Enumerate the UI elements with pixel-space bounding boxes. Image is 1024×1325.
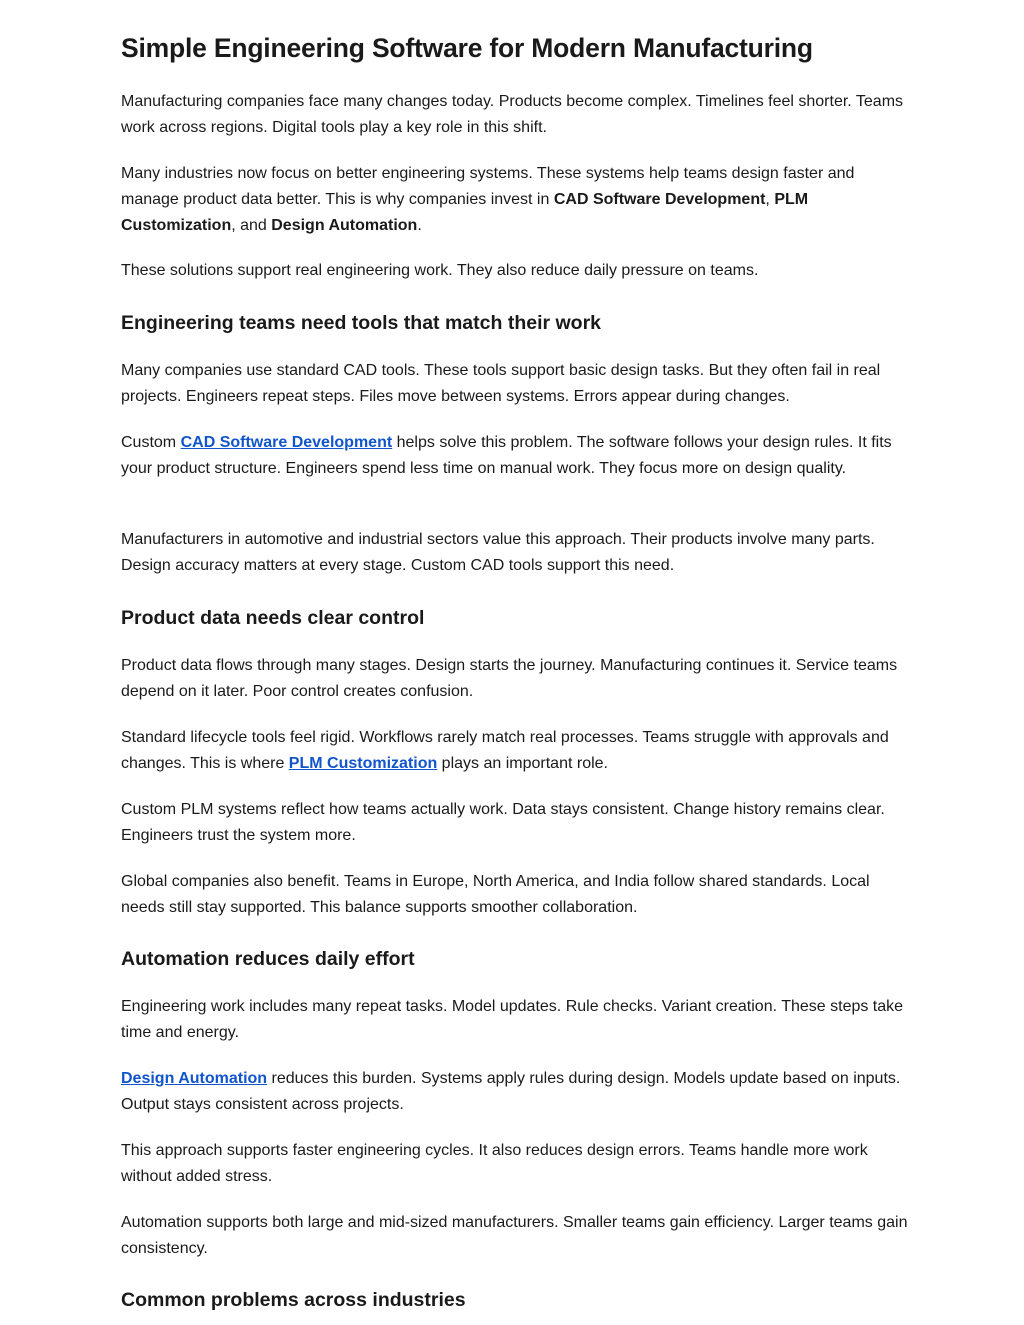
- bold-cad-software-development: CAD Software Development: [553, 191, 766, 208]
- section1-paragraph-3: Manufacturers in automotive and industrial sectors value this approach. Their products involve many parts. Design accuracy matters at every stage. Custom CAD tools support this need.: [121, 531, 875, 574]
- cad-software-development-link[interactable]: CAD Software Development: [180, 434, 393, 451]
- section-heading-automation: Automation reduces daily effort: [121, 948, 415, 970]
- section2-paragraph-2-start: Standard lifecycle tools feel rigid. Workflows rarely match real processes. Teams struggle with approvals and changes. This is where: [121, 729, 889, 772]
- intro-paragraph-2: [121, 161, 911, 239]
- section-heading-common-problems: Common problems across industries: [121, 1289, 466, 1311]
- section2-paragraph-4: Global companies also benefit. Teams in Europe, North America, and India follow shared standards. Local needs still stay supported. This balance supports smoother collaboration.: [121, 873, 870, 916]
- intro-separator-1: ,: [765, 191, 775, 208]
- section2-paragraph-3: Custom PLM systems reflect how teams actually work. Data stays consistent. Change history remains clear. Engineers trust the system more.: [121, 801, 885, 844]
- intro-paragraph-2-text: Many industries now focus on better engineering systems. These systems help teams design faster and manage product data better. This is why companies invest in: [121, 165, 855, 208]
- bold-design-automation: Design Automation: [271, 217, 418, 234]
- design-automation-link[interactable]: Design Automation: [121, 1070, 268, 1087]
- intro-paragraph-2-end: .: [417, 217, 422, 234]
- section-heading-product-data: Product data needs clear control: [121, 607, 425, 629]
- section3-paragraph-4: Automation supports both large and mid-sized manufacturers. Smaller teams gain efficiency. Larger teams gain consistency.: [121, 1214, 908, 1257]
- section2-paragraph-2-end: plays an important role.: [437, 755, 608, 772]
- intro-paragraph-3: These solutions support real engineering work. They also reduce daily pressure on teams.: [121, 262, 759, 279]
- section1-paragraph-2: [121, 430, 911, 482]
- section1-paragraph-2-end: helps solve this problem. The software follows your design rules. It fits your product structure. Engineers spend less time on manual work. They focus more on design quality.: [121, 434, 892, 477]
- section3-paragraph-3: This approach supports faster engineering cycles. It also reduces design errors. Teams handle more work without added stress.: [121, 1142, 868, 1185]
- bold-plm-customization: PLM Customization: [121, 191, 809, 234]
- section3-paragraph-1: Engineering work includes many repeat tasks. Model updates. Rule checks. Variant creation. These steps take time and energy.: [121, 998, 904, 1041]
- section2-paragraph-2: [121, 725, 911, 777]
- section1-paragraph-2-start: Custom: [121, 434, 181, 451]
- intro-separator-2: , and: [231, 217, 272, 234]
- section2-paragraph-1: Product data flows through many stages. Design starts the journey. Manufacturing continues it. Service teams depend on it later. Poor control creates confusion.: [121, 657, 898, 700]
- section1-paragraph-1: Many companies use standard CAD tools. These tools support basic design tasks. But they often fail in real projects. Engineers repeat steps. Files move between systems. Errors appear during changes.: [121, 362, 881, 405]
- section3-paragraph-2-end: reduces this burden. Systems apply rules during design. Models update based on inputs. Output stays consistent across projects.: [121, 1070, 901, 1113]
- section-heading-engineering-teams: Engineering teams need tools that match their work: [121, 312, 602, 334]
- plm-customization-link[interactable]: PLM Customization: [288, 755, 438, 772]
- intro-paragraph-1: Manufacturing companies face many changes today. Products become complex. Timelines feel shorter. Teams work across regions. Digital tools play a key role in this shift.: [121, 93, 904, 136]
- page-title: Simple Engineering Software for Modern Manufacturing: [121, 33, 813, 63]
- section3-paragraph-2: [121, 1066, 911, 1118]
